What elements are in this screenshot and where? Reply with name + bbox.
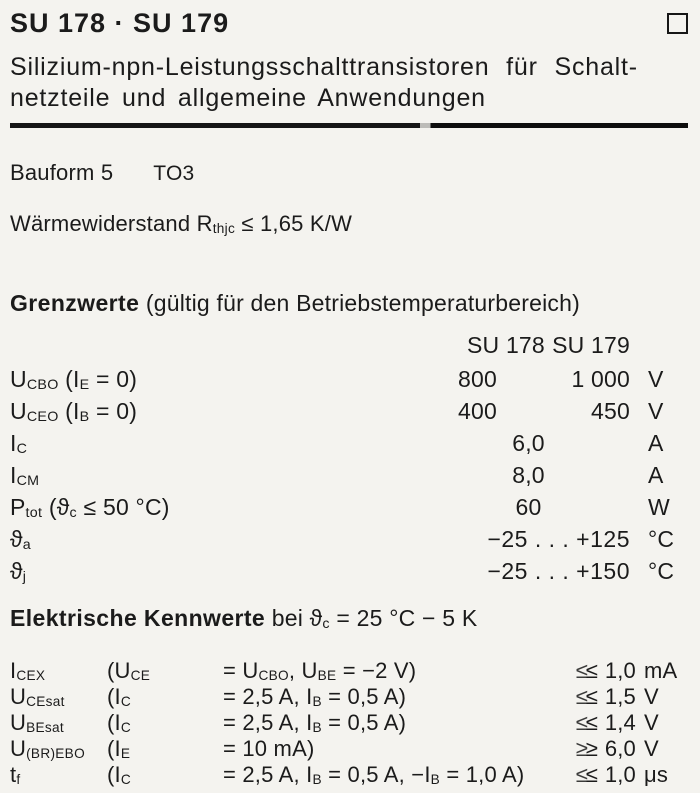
condition-detail: = 10 mA)	[223, 735, 315, 761]
row-label: UCEO (IB = 0)	[10, 397, 138, 425]
subscript: a	[22, 536, 32, 553]
table-row	[10, 736, 688, 762]
table-row	[10, 427, 688, 459]
row-label: ϑj	[10, 557, 27, 585]
relation-symbol: ≤	[585, 709, 598, 735]
condition-detail: = 2,5 A, IB = 0,5 A)	[223, 683, 407, 709]
param-unit: mA	[644, 657, 678, 683]
param-name: UCEsat	[10, 683, 65, 709]
thermal-resistance-line: Wärmewiderstand Rthjc ≤ 1,65 K/W	[10, 211, 353, 236]
table-row	[10, 555, 688, 587]
limits-column-headers	[10, 331, 688, 359]
value-su179: 450	[591, 397, 630, 424]
subscript: tot	[25, 504, 43, 521]
subscript: B	[312, 771, 322, 787]
relation-symbol: ≤	[585, 657, 598, 683]
value-su179: 1 000	[571, 365, 630, 392]
value-range: −25 . . . +150	[487, 557, 630, 584]
unit-label: °C	[648, 525, 675, 552]
param-value: 6,0	[604, 735, 636, 761]
table-row	[10, 710, 688, 736]
unit-label: W	[648, 493, 670, 520]
value-shared: 60	[515, 493, 542, 520]
relation-symbol: ≥	[585, 735, 598, 761]
condition-detail: = 2,5 A, IB = 0,5 A, −IB = 1,0 A)	[223, 761, 525, 787]
param-name: ICEX	[10, 657, 46, 683]
subscript: c	[69, 504, 77, 521]
limits-col-header-su178: SU 178	[467, 331, 545, 358]
row-label: Ptot (ϑc ≤ 50 °C)	[10, 493, 170, 521]
value-shared: 8,0	[512, 461, 545, 488]
subscript: CBO	[258, 667, 289, 683]
condition-detail: = 2,5 A, IB = 0,5 A)	[223, 709, 407, 735]
subscript: f	[16, 771, 21, 787]
subscript: CM	[16, 472, 40, 489]
subscript: thjc	[212, 220, 236, 236]
row-label: ϑa	[10, 525, 32, 553]
param-unit: V	[644, 735, 659, 761]
subscript: B	[312, 719, 322, 735]
condition-symbol: (IC	[107, 709, 131, 735]
subscript: C	[16, 440, 28, 457]
bauform-line	[10, 160, 688, 187]
subscript: C	[120, 771, 131, 787]
param-unit: V	[644, 683, 659, 709]
subscript: CEO	[26, 408, 59, 425]
value-range: −25 . . . +125	[487, 525, 630, 552]
limits-heading-rest: (gültig für den Betriebstemperaturbereich)	[139, 289, 580, 316]
row-label: UCBO (IE = 0)	[10, 365, 138, 393]
relation-symbol: ≤	[585, 683, 598, 709]
param-value: 1,4	[604, 709, 636, 735]
subscript: C	[120, 693, 131, 709]
characteristics-table	[10, 658, 688, 788]
row-label: ICM	[10, 461, 40, 489]
subscript: CBO	[26, 376, 59, 393]
subscript: CE	[130, 667, 151, 683]
characteristics-heading-rest: bei ϑc = 25 °C − 5 K	[265, 604, 478, 632]
subscript: B	[79, 408, 90, 425]
table-row	[10, 658, 688, 684]
subscript: B	[430, 771, 441, 787]
param-value: 1,0	[604, 761, 636, 787]
value-su178: 400	[458, 397, 497, 424]
subscript: j	[22, 568, 27, 585]
subscript: CEsat	[26, 693, 65, 709]
page-title: SU 178 · SU 179	[10, 8, 230, 38]
subscript: c	[322, 615, 330, 632]
characteristics-heading-bold: Elektrische Kennwerte	[10, 604, 266, 631]
limits-table	[10, 363, 688, 587]
unit-label: A	[648, 461, 664, 488]
subscript: E	[79, 376, 90, 393]
relation-symbol: ≤	[585, 761, 598, 787]
header	[10, 8, 688, 39]
param-name: UBEsat	[10, 709, 64, 735]
limits-heading	[10, 290, 688, 316]
subscript: B	[312, 693, 322, 709]
corner-square-icon	[667, 13, 688, 34]
subscript: C	[120, 719, 131, 735]
param-name: U(BR)EBO	[10, 735, 85, 761]
unit-label: V	[648, 365, 664, 392]
table-row	[10, 395, 688, 427]
param-value: 1,5	[604, 683, 636, 709]
subscript: CEX	[16, 667, 46, 683]
subscript: BE	[317, 667, 337, 683]
subtitle-line-1: Silizium-npn-Leistungsschalttransistoren für Schalt-	[10, 53, 638, 81]
unit-label: °C	[648, 557, 675, 584]
param-unit: μs	[644, 761, 669, 787]
condition-symbol: (UCE	[107, 657, 151, 683]
limits-col-header-su179: SU 179	[552, 331, 630, 358]
table-row	[10, 762, 688, 788]
row-label: IC	[10, 429, 28, 457]
condition-symbol: (IC	[107, 761, 131, 787]
unit-label: A	[648, 429, 664, 456]
value-su178: 800	[458, 365, 497, 392]
bauform-label: Bauform 5	[10, 160, 114, 185]
unit-label: V	[648, 397, 664, 424]
table-row	[10, 684, 688, 710]
table-row	[10, 363, 688, 395]
divider-rule	[10, 123, 688, 128]
characteristics-heading	[10, 605, 688, 637]
param-unit: V	[644, 709, 659, 735]
subtitle-line-2: netzteile und allgemeine Anwendungen	[10, 84, 486, 112]
subtitle	[10, 52, 688, 114]
param-value: 1,0	[604, 657, 636, 683]
condition-symbol: (IC	[107, 683, 131, 709]
condition-symbol: (IE	[107, 735, 131, 761]
table-row	[10, 523, 688, 555]
limits-heading-bold: Grenzwerte	[10, 289, 140, 316]
package-label: TO3	[153, 162, 195, 185]
subscript: BEsat	[26, 719, 64, 735]
condition-detail: = UCBO, UBE = −2 V)	[223, 657, 417, 683]
value-shared: 6,0	[512, 429, 545, 456]
subscript: E	[120, 745, 131, 761]
param-name: tf	[10, 761, 21, 787]
subscript: (BR)EBO	[26, 745, 85, 761]
table-row	[10, 491, 688, 523]
table-row	[10, 459, 688, 491]
